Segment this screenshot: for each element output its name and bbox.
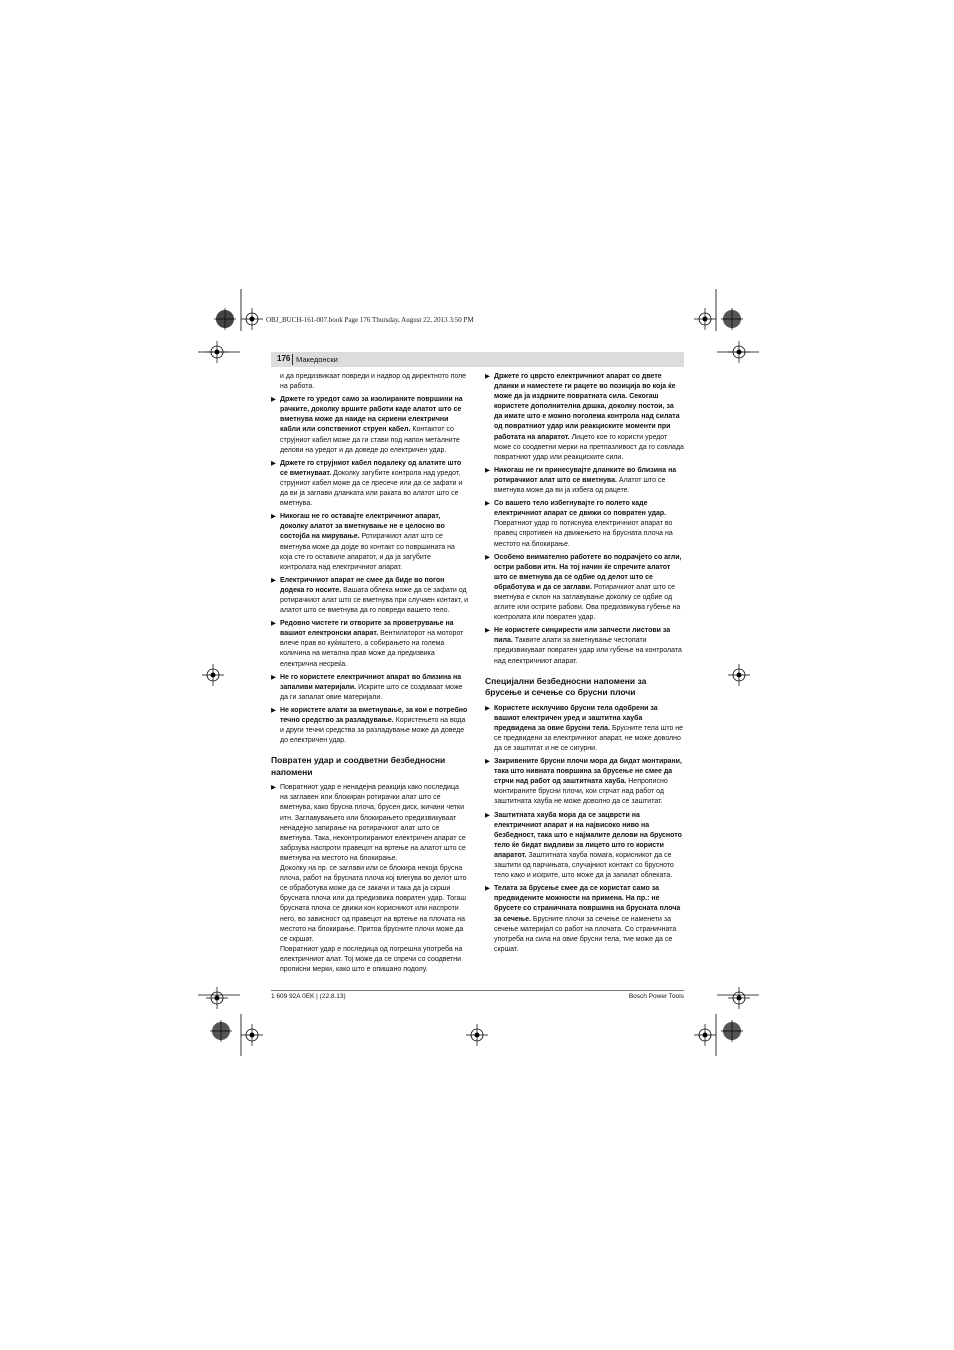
crosshair-icon — [206, 341, 228, 363]
paragraph: Повратниот удар е последица од погрешна употреба на електричниот алат. Тој може да се спречи со соодветни прописни мерки, како што е опишано подолу. — [280, 945, 463, 973]
section-heading: Повратен удар и соодветни безбедносни напомени — [271, 755, 446, 777]
page-header — [271, 352, 684, 367]
bullet-triangle-icon: ▶ — [271, 396, 276, 404]
bullet-triangle-icon: ▶ — [485, 758, 490, 766]
header-divider — [292, 354, 293, 365]
bullet-triangle-icon: ▶ — [271, 620, 276, 628]
list-item: ▶ Не го користете електричниот апарат во близина на запаливи материјали. Искрите што се создаваат може да ги запалат овие материјали. — [271, 673, 463, 701]
list-item: ▶ Држете го уредот само за изолираните површини на рачките, доколку вршите работи каде алатот што се вметнува може да наиде на скриени електрични кабли или сопствениот струен кабел. Контактот со струјниот кабел може да ги стави под напон металните делови на уредот и да доведе до електричен удар. — [271, 396, 463, 454]
crosshair-icon — [241, 308, 263, 330]
crosshair-icon — [728, 341, 750, 363]
bullet-triangle-icon: ▶ — [271, 513, 276, 521]
right-column — [485, 372, 684, 958]
crosshair-icon — [694, 1024, 716, 1046]
bullet-triangle-icon: ▶ — [271, 673, 276, 681]
crosshair-icon — [206, 987, 228, 1009]
bullet-triangle-icon: ▶ — [271, 576, 276, 584]
book-info-line: OBJ_BUCH-161-007.book Page 176 Thursday, August 22, 2013 3:50 PM — [266, 316, 474, 324]
paragraph: Доколку на пр. се заглави или се блокира некоја брусна плоча, работ на брусната плоча кој влегува во делот што се обработува може да се закачи и така да ја скрши брусната плоча или да предизвика повратен удар. Тогаш брусната плоча се движи кон корисникот или наспроти него, во зависност од правецот на вртење на плочата на местото на блокирање. Притоа брусните плочи може да се скршат. — [280, 865, 467, 943]
list-item: ▶ Никогаш не го оставајте електричниот апарат, доколку алатот за вметнување не е целосно во состојба на мирување. Ротирачкиот алат што се вметнува може да дојде во контакт со површината на која сте го оставиле апаратот, и да ја загубите контролата над електричниот апарат. — [271, 513, 455, 571]
bullet-triangle-icon: ▶ — [271, 784, 276, 792]
bullet-triangle-icon: ▶ — [485, 500, 490, 508]
list-item: ▶ Држете го струјниот кабел подалеку од алатите што се вметнуваат. Доколку загубите контрола над уредот, струјниот кабел може да се пресече или да се зафати и да ви ја заглави дланката или раката во алатот што се вметнува. — [271, 459, 463, 508]
list-item: ▶ Закривените брусни плочи мора да бидат монтирани, така што нивната површина за брусење не смее да стрчи над работ од заштитната хауба. Непрописно монтираните брусни плочи, кои стрчат над работ од заштитната хауба не може доволно да се заштитат. — [485, 758, 682, 806]
crosshair-icon — [241, 1024, 263, 1046]
list-item: ▶ Телата за брусење смее да се користат само за предвидените можности на примена. На пр.: не брусете со страничната површина на брусната плоча за сечење. Брусните плочи за сечење се наменети за сечење материјал со работ на плочата. Со страничната употреба на сила на овие брусни тела, тие може да се скршат. — [485, 885, 681, 953]
crosshair-icon — [202, 664, 224, 686]
list-item: ▶ Држете го цврсто електричниот апарат со двете дланки и наместете ги рацете во позиција во која ќе може да ја издржите повратната сила. Секогаш користете дополнителна дршка, доколку постои, за да имате што е можно поголема контрола над силата од повратниот удар или реакциските моменти при работата на апаратот. Лицето кое го користи уредот може со соодветни мерки на претпазливост да го совлада повратниот удар или реакциските сили. — [485, 373, 684, 461]
footer-rule — [271, 990, 684, 991]
list-item: ▶ Користете исклучиво брусни тела одобрени за вашиот електричен уред и заштитна хауба предвидена за овие брусни тела. Брусните тела што не се предвидени за електричниот апарат, не може доволно да се заштитат и не се сигурни. — [485, 704, 684, 752]
list-item: ▶ Редовно чистете ги отворите за проветрување на вашиот електронски апарат. Вентилаторот на моторот влече прав во куќиштето, а собирањето на голема количина на метална прав може да предизвика електрична несреќа. — [271, 620, 464, 668]
section-heading: Специјални безбедносни напомени за брусење и сечење со брусни плочи — [485, 675, 647, 698]
language-label: Македонски — [296, 355, 338, 364]
page-number: 176 — [277, 354, 291, 363]
bullet-triangle-icon: ▶ — [485, 811, 490, 819]
crosshair-icon — [728, 664, 750, 686]
list-item: ▶ Не користете алати за вметнување, за кои е потребно течно средство за разладување. Користењето на вода и други течни средства за разладување може да доведе до електричен удар. — [271, 706, 468, 745]
list-item: ▶ Особено внимателно работете во подрачјето со агли, остри рабови итн. На тој начин ќе спречите алатот што се вметнува да се одбие од делот што се обработува и да се заглави. Ротирачкиот алат што се вметнува е склон на заглавување доколку се одбие од аглите или острите рабови. Ова предизвикува губење на контролата или повратен удар. — [485, 553, 682, 622]
list-item: ▶ Со вашето тело избегнувајте го полето каде електричниот апарат се движи со повратен удар. Повратниот удар го потиснува електричниот апарат во правец спротивен на движењето на брусната плоча на местото на блокирање. — [485, 500, 673, 548]
bullet-triangle-icon: ▶ — [485, 466, 490, 474]
bullet-triangle-icon: ▶ — [485, 553, 490, 561]
bullet-triangle-icon: ▶ — [271, 459, 276, 467]
bullet-triangle-icon: ▶ — [485, 704, 490, 712]
crosshair-icon — [694, 308, 716, 330]
list-item: ▶ Заштитната хауба мора да се зацврсти на електричниот апарат и на највисоко ниво на безбедност, така што е најмалите делови на брусното тело ќе бидат видливи за лицето што го користи апаратот. Заштитната хауба помага, корисникот да се заштити од парчињата, случајниот контакт со брусното тело како и искрите, што може да ја запалат облеката. — [485, 811, 682, 880]
intro-text: и да предизвикаат повреди и надвор од директното поле на работа. — [280, 373, 467, 391]
list-item: ▶ Не користете синџирести или запчести листови за пила. Таквите алати за вметнување честопати предизвикуваат повратен удар или губење на контролата над електричниот апарат. — [485, 627, 682, 665]
bullet-triangle-icon: ▶ — [485, 885, 490, 893]
registration-mark-icon — [721, 1020, 743, 1042]
list-item: ▶ Повратниот удар е ненадејна реакција како последица на заглавен или блокиран ротирачки алат што се вметнува, како брусна плоча, брусен диск, жичани четки итн. Заглавувањето или блокирањето предизвикуваат ненадејно запирање на ротирачкиот алат што се вметнува. Така, неконтролираниот електричен апарат се забрзува наспроти правецот на вртење на алатот што се вметнува на местото на блокирање. — [271, 784, 466, 862]
crosshair-icon — [728, 987, 750, 1009]
left-column — [271, 372, 468, 978]
footer-right: Bosch Power Tools — [628, 993, 684, 1000]
list-item: ▶ Никогаш не ги принесувајте дланките во близина на ротирачкиот алат што се вметнува. Алатот што се вметнува може да ви ја избега од рацете. — [485, 466, 677, 495]
registration-mark-icon — [210, 1020, 232, 1042]
list-item: ▶ Електричниот апарат не смее да биде во погон додека го носите. Вашата облека може да се зафати од ротирачкиот алат што се вметнува при случаен контакт, и алатот што се вметнува да го повреди вашето тело. — [271, 576, 468, 615]
crosshair-icon — [466, 1024, 488, 1046]
registration-mark-icon — [721, 308, 743, 330]
footer-left: 1 609 92A 0EK | (22.8.13) — [271, 993, 346, 1000]
bullet-triangle-icon: ▶ — [485, 373, 490, 380]
bullet-triangle-icon: ▶ — [271, 706, 276, 714]
registration-mark-icon — [214, 308, 236, 330]
bullet-triangle-icon: ▶ — [485, 627, 490, 635]
